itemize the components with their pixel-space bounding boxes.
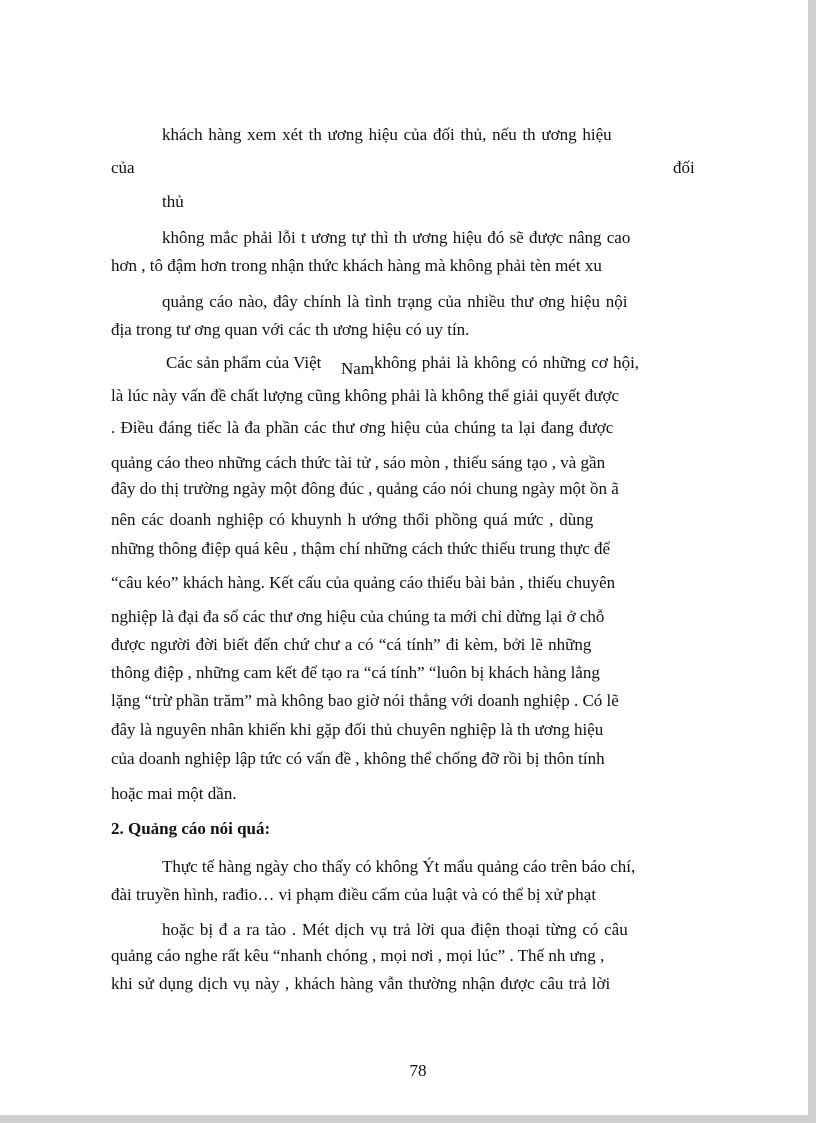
text-line: Nam: [341, 359, 375, 378]
text-line: là lúc này vấn đề chất lượng cũng không phải là không thể giải quyết được: [111, 386, 620, 405]
text-line: . Điều đáng tiếc là đa phần các thư ơng hiệu của chúng ta lại đang được: [111, 418, 614, 437]
text-line: địa trong tư ơng quan với các th ương hiệu có uy tín.: [111, 320, 470, 339]
text-line: quảng cáo theo những cách thức tài tử , sáo mòn , thiếu sáng tạo , và gần: [111, 453, 606, 472]
text-line: “câu kéo” khách hàng. Kết cấu của quảng cáo thiếu bài bản , thiếu chuyên: [111, 573, 616, 592]
text-line: được người đời biết đến chứ chư a có “cá tính” đi kèm, bởi lẽ những: [111, 635, 592, 654]
text-line: của doanh nghiệp lập tức có vấn đề , không thể chống đỡ rồi bị thôn tính: [111, 749, 605, 768]
text-line: Thực tế hàng ngày cho thấy có không Ýt mẩu quảng cáo trên báo chí,: [162, 857, 636, 876]
text-line: hoặc bị đ a ra tào . Mét dịch vụ trả lời qua điện thoại từng có câu: [162, 920, 628, 939]
page-number: 78: [409, 1061, 427, 1080]
text-line: thông điệp , những cam kết để tạo ra “cá tính” “luôn bị khách hàng lẳng: [111, 663, 600, 682]
text-line: hơn , tô đậm hơn trong nhận thức khách hàng mà không phải tèn mét xu: [111, 256, 602, 275]
text-line: đây là nguyên nhân khiến khi gặp đối thủ chuyên nghiệp là th ương hiệu: [111, 720, 604, 739]
text-line: hoặc mai một dần.: [111, 784, 237, 803]
text-line: không phải là không có những cơ hội,: [374, 353, 640, 372]
section-heading: 2. Quảng cáo nói quá:: [111, 819, 271, 838]
text-line: khi sử dụng dịch vụ này , khách hàng vẫn thường nhận được câu trả lời: [111, 974, 611, 993]
text-line: lặng “trừ phần trăm” mà không bao giờ nói thẳng với doanh nghiệp . Có lẽ: [111, 691, 619, 710]
text-line: của: [111, 158, 135, 177]
text-line: đài truyền hình, rađio… vi phạm điều cấm của luật và có thể bị xử phạt: [111, 885, 597, 904]
text-line: những thông điệp quá kêu , thậm chí những cách thức thiếu trung thực để: [111, 539, 611, 558]
text-line: Các sản phẩm của Việt: [166, 353, 322, 372]
text-line: đây do thị trường ngày một đông đúc , quảng cáo nói chung ngày một ồn ã: [111, 479, 619, 498]
text-line: quảng cáo nào, đây chính là tình trạng của nhiều thư ơng hiệu nội: [162, 292, 628, 311]
text-line: đối: [673, 158, 695, 177]
text-line: nên các doanh nghiệp có khuynh h ướng thổi phồng quá mức , dùng: [111, 510, 594, 529]
text-line: khách hàng xem xét th ương hiệu của đối thủ, nếu th ương hiệu: [162, 125, 612, 144]
text-line: không mắc phải lỗi t ương tự thì th ương hiệu đó sẽ được nâng cao: [162, 228, 631, 247]
text-line: nghiệp là đại đa số các thư ơng hiệu của chúng ta mới chỉ dừng lại ở chỗ: [111, 607, 605, 626]
text-line: quảng cáo nghe rất kêu “nhanh chóng , mọi nơi , mọi lúc” . Thế nh ưng ,: [111, 946, 605, 965]
text-line: thủ: [162, 192, 184, 211]
